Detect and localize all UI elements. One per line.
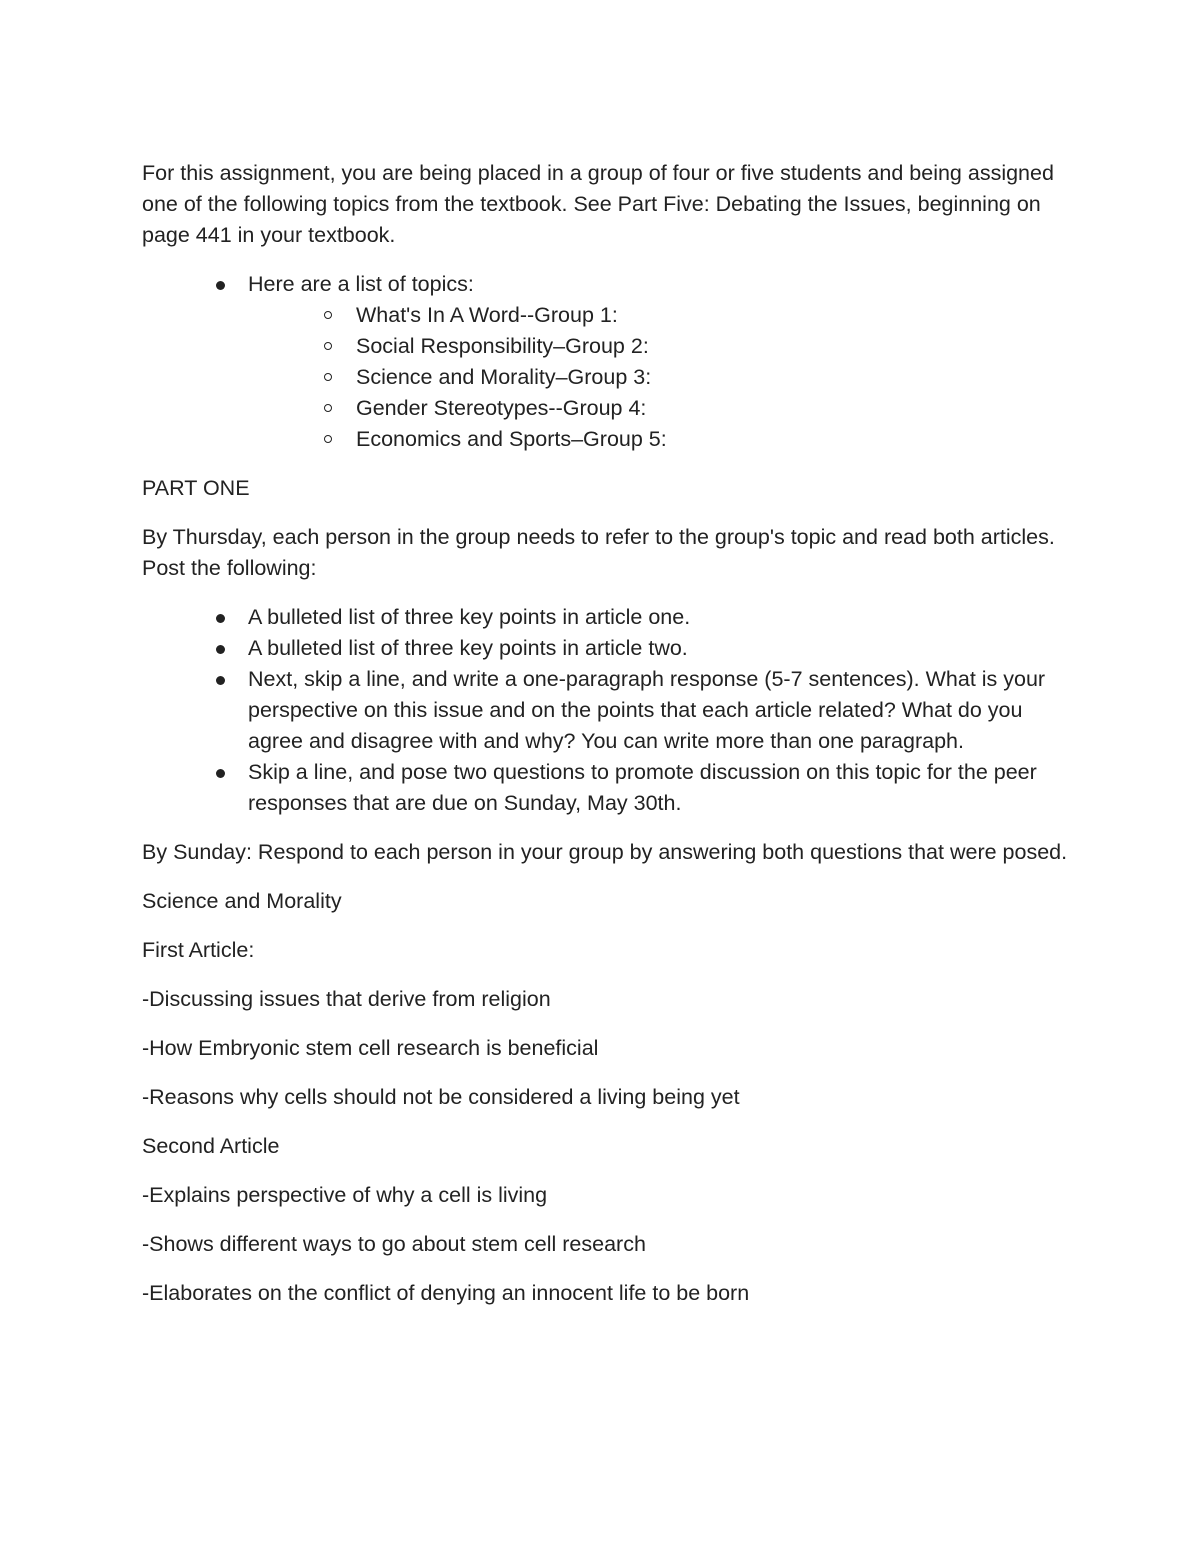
circle-bullet-icon bbox=[324, 342, 332, 350]
topics-intro: Here are a list of topics: bbox=[248, 272, 474, 296]
topic-item: What's In A Word--Group 1: bbox=[142, 300, 1072, 331]
first-article-heading: First Article: bbox=[142, 938, 255, 962]
part-one-heading: PART ONE bbox=[142, 476, 250, 500]
circle-bullet-icon bbox=[324, 435, 332, 443]
first-article-point: -Discussing issues that derive from religion bbox=[142, 987, 551, 1011]
sunday-note: By Sunday: Respond to each person in your group by answering both questions that were posed. bbox=[142, 840, 1068, 864]
bullet-icon bbox=[216, 645, 225, 654]
bullet-icon bbox=[216, 614, 225, 623]
first-article-point: -How Embryonic stem cell research is beneficial bbox=[142, 1036, 599, 1060]
circle-bullet-icon bbox=[324, 404, 332, 412]
topic-title: Science and Morality bbox=[142, 889, 342, 913]
topics-list bbox=[142, 269, 1072, 455]
second-article-point: -Elaborates on the conflict of denying an innocent life to be born bbox=[142, 1281, 750, 1305]
document-page bbox=[142, 158, 1072, 1327]
topic-item: Economics and Sports–Group 5: bbox=[142, 424, 1072, 455]
circle-bullet-icon bbox=[324, 373, 332, 381]
intro-paragraph: For this assignment, you are being placed in a group of four or five students and being assigned one of the following topics from the textbook. See Part Five: Debating the Issues, beginning on page 441 in your textbook. bbox=[142, 161, 1054, 247]
topic-item: Science and Morality–Group 3: bbox=[142, 362, 1072, 393]
second-article-heading: Second Article bbox=[142, 1134, 280, 1158]
post-item: Next, skip a line, and write a one-paragraph response (5-7 sentences). What is your perspective on this issue and on the points that each article related? What do you agree and disagree with and why? You can write more than one paragraph. bbox=[142, 664, 1072, 757]
topic-item: Gender Stereotypes--Group 4: bbox=[142, 393, 1072, 424]
bullet-icon bbox=[216, 281, 225, 290]
second-article-point: -Explains perspective of why a cell is living bbox=[142, 1183, 548, 1207]
post-item: A bulleted list of three key points in article two. bbox=[142, 633, 1072, 664]
bullet-icon bbox=[216, 769, 225, 778]
topics-sublist bbox=[142, 300, 1072, 455]
topics-list-item bbox=[142, 269, 1072, 455]
post-item: A bulleted list of three key points in article one. bbox=[142, 602, 1072, 633]
post-items-list bbox=[142, 602, 1072, 819]
first-article-point: -Reasons why cells should not be considered a living being yet bbox=[142, 1085, 740, 1109]
topic-item: Social Responsibility–Group 2: bbox=[142, 331, 1072, 362]
bullet-icon bbox=[216, 676, 225, 685]
post-item: Skip a line, and pose two questions to promote discussion on this topic for the peer responses that are due on Sunday, May 30th. bbox=[142, 757, 1072, 819]
part-one-intro: By Thursday, each person in the group needs to refer to the group's topic and read both articles. Post the following: bbox=[142, 525, 1055, 580]
second-article-point: -Shows different ways to go about stem cell research bbox=[142, 1232, 646, 1256]
circle-bullet-icon bbox=[324, 311, 332, 319]
